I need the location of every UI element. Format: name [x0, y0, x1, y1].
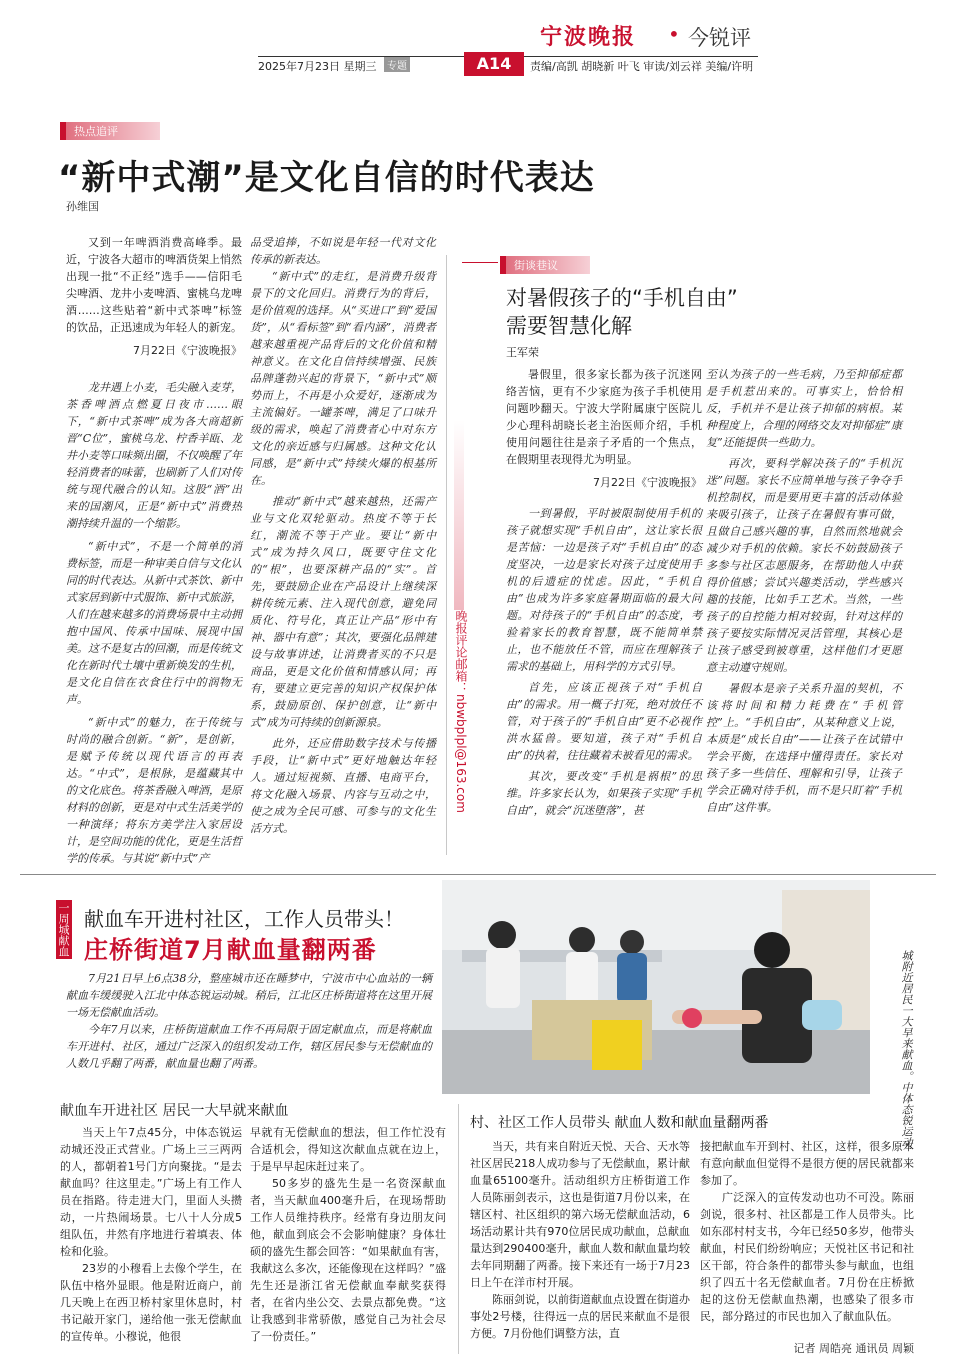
article2-para: 首先，应该正视孩子对“手机自由”的需求。用一概子打死，绝对放任不管，对于孩子的“手机自由”更不必视作洪水猛兽。要知道，孩子对“手机自由”的执着，往往藏着未被看见的需求。	[506, 681, 702, 762]
article3-headline: 庄桥街道7月献血量翻两番	[84, 936, 377, 964]
article1-col2	[250, 234, 436, 837]
article3-kicker: 献血车开进村社区，工作人员带头！	[84, 907, 404, 931]
masthead-dot: •	[668, 22, 680, 46]
article1-author: 孙维国	[66, 200, 99, 213]
article3-para: 50多岁的盛先生是一名资深献血者，当天献血400毫升后，在现场帮助工作人员维持秩序。经常有身边朋友问他，献血到底会不会影响健康？身体壮硕的盛先生都会回答：“如果献血有害，我献这么多次，还能像现在这样吗？”盛先生还是浙江省无偿献血奉献奖获得者，在省内坐公交、去景点都免费。“这让我感到非常骄傲，感觉自己为社会尽了一份责任。”	[250, 1177, 446, 1343]
column-divider	[446, 255, 447, 855]
article2-tag: 街谈巷议	[500, 256, 590, 274]
header-editors: 责编/高凯 胡晓新 叶飞 审读/刘云祥 美编/许明	[530, 60, 754, 73]
article1-col1	[66, 234, 242, 867]
article3-para: 当天上午7点45分，中体态锐运动城还没正式营业。广场上三三两两的人，都朝着1号门方向聚拢。“是去献血吗？往这里走。”广场上有工作人员在指路。待走进大门，里面人头攒动，一片热闹场景。七八十人分成5组队伍，井然有序地进行着填表、体检和化验。	[60, 1126, 242, 1258]
article1-lead-cite: 7月22日《宁波晚报》	[133, 344, 242, 357]
article2-para: 其次，要改变“手机是祸根”的思维。许多家长认为，如果孩子实现“手机自由”，就会“沉迷堕落”，甚	[506, 770, 702, 817]
header-tag: 专题	[384, 57, 410, 72]
article2-headline	[506, 284, 738, 340]
article3-para: 接把献血车开到村、社区，这样，很多原本有意向献血但觉得不是很方便的居民就都来参加了。	[700, 1140, 914, 1187]
article1-para: 此外，还应借助数字技术与传播手段，让“新中式”更好地触达年轻人。通过短视频、直播、电商平台，将文化融入场景、内容与互动之中，使之成为全民可感、可参与的文化生活方式。	[250, 737, 436, 835]
article1-para: “新中式”的魅力，在于传统与时尚的融合创新。“新”，是创新，是赋予传统以现代语言的再表达。“中式”，是根脉，是蕴藏其中的文化底色。将茶香融入啤酒，是原材料的创新，更是对中式生活美学的一种演绎；将东方美学注入家居设计，是空间功能的优化，更是生活哲学的传承。与其说“新中式”产	[66, 716, 242, 865]
article2-col1	[506, 366, 702, 819]
article2-tag-rule	[462, 262, 498, 263]
article2-para: 再次，要科学解决孩子的“手机沉迷”问题。家长不应简单地与孩子争夺手机控制权，而是要用更丰富的活动体验来吸引孩子，让孩子在暑假有事可做，且做自己感兴趣的事，自然而然地就会减少对手机的依赖。家长不妨鼓励孩子多参与社区志愿服务，在帮助他人中获得价值感；尝试兴趣类活动，学些感兴趣的技能，比如手工艺术。当然，一些孩子的自控能力相对较弱，针对这样的孩子要按实际情况灵活管理，其核心是让孩子感受到被尊重，这样他们才更愿意主动遵守规则。	[706, 457, 902, 674]
article1-para: “新中式”，不是一个简单的消费标签，而是一种审美自信与文化认同的时代表达。从新中式茶饮、新中式家居到新中式服饰、新中式旅游，人们在越来越多的消费场景中主动拥抱中国风、传承中国味、展现中国美。这不是复古的回潮，而是传统文化在新时代土壤中重新焕发的生机，是文化自信在衣食住行中的润物无声。	[66, 540, 242, 706]
article3-lead: 今年7月以来，庄桥街道献血工作不再局限于固定献血点，而是将献血车开进村、社区，通过广泛深入的组织发动工作，辖区居民参与无偿献血的人数几乎翻了两番，献血量也翻了两番。	[66, 1023, 432, 1070]
header-date: 2025年7月23日 星期三	[258, 60, 377, 73]
article2-para: 至认为孩子的一些毛病，乃至抑郁症都是手机惹出来的。可事实上，恰恰相反，手机并不是让孩子抑郁的病根。某种程度上，合理的网络交友对抑郁症“康复”还能提供一些助力。	[706, 368, 902, 449]
article2-para: 暑假本是亲子关系升温的契机，不该将时间和精力耗费在“手机管控”上。“手机自由”，从某种意义上说，本质是“成长自由”——让孩子在试错中学会平衡，在选择中懂得责任。家长对孩子多一些信任、理解和引导，让孩子学会正确对待手机，而不是只盯着“手机自由”这件事。	[706, 682, 902, 814]
article2-col2	[706, 366, 902, 816]
article1-lead: 又到一年啤酒消费高峰季。最近，宁波各大超市的啤酒货架上悄然出现一批“不正经”选手——信阳毛尖啤酒、龙井小麦啤酒、蜜桃乌龙啤酒……这些贴着“新中式茶啤”标签的饮品，正迅速成为年轻人的新宠。	[66, 236, 242, 334]
article3-lead: 7月21日早上6点38分，整座城市还在睡梦中，宁波市中心血站的一辆献血车缓缓驶入江北中体态锐运动城。稍后，江北区庄桥街道将在这里开展一场无偿献血活动。	[66, 972, 432, 1019]
blood-donation-photo	[442, 880, 870, 1094]
photo-caption: 城附近居民一大早来献血。中体态锐运动	[900, 950, 913, 1148]
article2-author: 王军荣	[506, 346, 539, 359]
column-title: 今锐评	[688, 26, 751, 50]
photo-illustration	[442, 880, 870, 1094]
article3-col2	[250, 1124, 446, 1345]
page-number: A14	[464, 52, 524, 76]
article1-headline: “新中式潮”是文化自信的时代表达	[58, 158, 595, 198]
article3-para: 广泛深入的宣传发动也功不可没。陈丽剑说，很多村、社区都是工作人员带头。比如东邵村村支书，今年已经50多岁，他带头献血，村民们纷纷响应；天悦社区书记和社区干部，符合条件的都带头参与献血，也组织了四五十名无偿献血者。7月份在庄桥掀起的这份无偿献血热潮，也感染了很多市民，部分路过的市民也加入了献血队伍。	[700, 1191, 914, 1323]
article3-col3	[470, 1138, 690, 1342]
article3-subhead1: 献血车开进社区 居民一大早就来献血	[60, 1103, 289, 1119]
article3-col4	[700, 1138, 914, 1325]
section-divider	[20, 874, 936, 875]
sidebar-decoration	[454, 420, 464, 610]
article3-para: 23岁的小穆看上去像个学生，在队伍中格外显眼。他是附近商户，前几天晚上在西卫桥村家里休息时，村书记敲开家门，递给他一张无偿献血的宣传单。小穆说，他很	[60, 1262, 242, 1343]
article2-para: 一到暑假，平时被限制使用手机的孩子就想实现“手机自由”，这让家长很是苦恼：一边是孩子对“手机自由”的态度坚决，一边是家长对孩子过度使用手机的后遗症的忧虑。因此，“手机自由”也成为许多家庭暑期面临的最大问题。对待孩子的“手机自由”的态度，考验着家长的教育智慧，既不能简单禁止，也不能放任不管，而应在理解孩子需求的基础上，用科学的方式引导。	[506, 507, 702, 673]
article2-headline-line1: 对暑假孩子的“手机自由”	[506, 286, 738, 310]
article1-para: 推动“新中式”越来越热，还需产业与文化双轮驱动。热度不等于长红，潮流不等于产业。要让“新中式”成为持久风口，既要守住文化的“根”，也要深耕产品的“实”。首先，要鼓励企业在产品设计上继续深耕传统元素、注入现代创意，避免同质化、符号化，真正让产品“形中有神、器中有意”；其次，要强化品牌建设与故事讲述，让消费者买的不只是商品，更是文化价值和情感认同；再有，要建立更完善的知识产权保护体系，鼓励原创、保护创意，让“新中式”成为可持续的创新源泉。	[250, 495, 436, 729]
article2-lead: 暑假里，很多家长都为孩子沉迷网络苦恼，更有不少家庭为孩子手机使用问题吵翻天。宁波大学附属康宁医院儿少心理科胡晓长老主治医师介绍，手机使用问题往往是亲子矛盾的一个焦点，在假期里表现得尤为明显。	[506, 368, 702, 466]
article2-headline-line2: 需要智慧化解	[506, 314, 632, 338]
article1-para: 龙井遇上小麦，毛尖融入麦芽，茶香啤酒点燃夏日夜市……眼下，“新中式茶啤”成为各大商超新晋“C位”，蜜桃乌龙、柠香羊瓯、龙井小麦等口味频出圈，不仅唤醒了年轻消费者的味蕾，也刷新了人们对传统与现代融合的认知。这股“酒”出来的国潮风，正是“新中式”消费热潮持续升温的一个缩影。	[66, 381, 242, 530]
article3-para: 早就有无偿献血的想法，但工作忙没有合适机会，得知这次献血点就在边上，于是早早起床赶过来了。	[250, 1126, 446, 1173]
article1-para: “新中式”的走红，是消费升级背景下的文化回归。消费行为的背后，是价值观的选择。从“买进口”到“爱国货”，从“看标签”到“看内涵”，消费者越来越重视产品背后的文化价值和精神意义。在文化自信持续增强、民族品牌蓬勃兴起的背景下，“新中式”顺势而上，不再是小众爱好，逐渐成为主流偏好。一罐茶啤，满足了口味升级的需求，唤起了消费者心中对东方文化的亲近感与归属感。这种文化认同感，是“新中式”持续火爆的根基所在。	[250, 270, 436, 487]
article3-para: 当天，共有来自附近天悦、天合、天水等社区居民218人成功参与了无偿献血，累计献血量65100毫升。活动组织方庄桥街道工作人员陈丽剑表示，这也是街道7月份以来，在辖区村、社区组织的第六场无偿献血活动，6场活动累计共有970位居民成功献血，总献血量达到290400毫升，献血人数和献血量均较去年同期翻了两番。接下来还有一场于7月23日上午在洋市村开展。	[470, 1140, 690, 1289]
article3-sidetag: 一周城献血	[57, 902, 70, 957]
article3-subhead2: 村、社区工作人员带头 献血人数和献血量翻两番	[470, 1115, 769, 1131]
article1-para: 品受追捧，不如说是年轻一代对文化传承的新表达。	[250, 236, 436, 266]
article3-byline: 记者 周皓亮 通讯员 周颖	[793, 1342, 914, 1355]
article2-lead-cite: 7月22日《宁波晚报》	[593, 476, 702, 489]
column-divider	[458, 1104, 459, 1354]
article3-col1	[60, 1124, 242, 1345]
article3-para: 陈丽剑说，以前街道献血点设置在街道办事处2号楼，往得远一点的居民来献血不是很方便。7月份他们调整方法，直	[470, 1293, 690, 1340]
article3-lead-block	[66, 970, 432, 1072]
comment-email: 晚报评论邮箱：nbwbplpl@163.com	[454, 610, 468, 813]
masthead-logo: 宁波晚报	[540, 24, 637, 50]
article1-tag: 热点追评	[60, 122, 160, 140]
